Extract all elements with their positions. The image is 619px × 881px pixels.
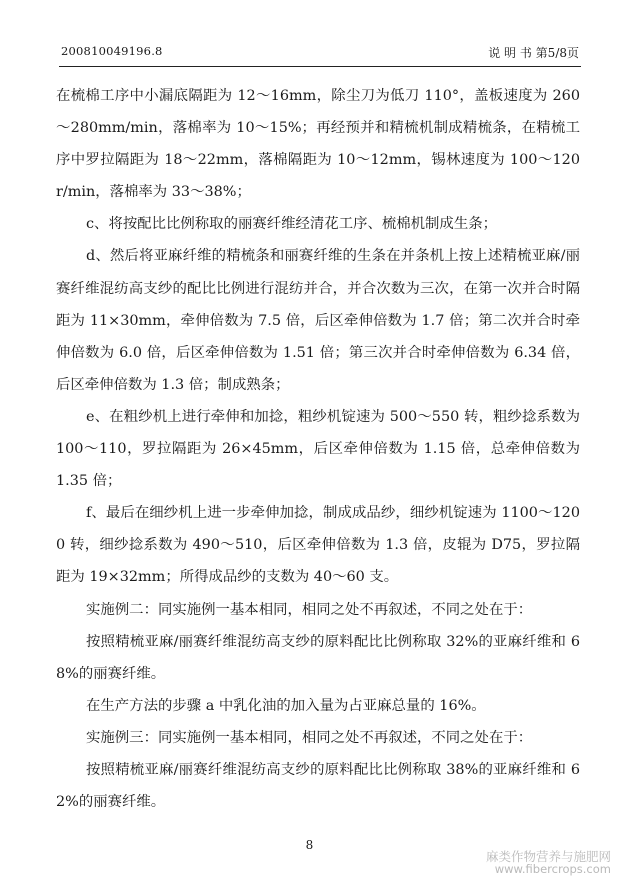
site-watermark xyxy=(486,850,611,876)
document-body xyxy=(56,80,580,818)
watermark-text: 麻类作物营养与施肥网 xyxy=(485,849,611,864)
patent-number: 200810049196.8 xyxy=(61,44,163,58)
paragraph-example-2-ratio: 按照精梳亚麻/丽赛纤维混纺高支纱的原料配比比例称取 32%的亚麻纤维和 68%的丽赛纤维。 xyxy=(56,633,580,682)
paragraph-example-3-ratio: 按照精梳亚麻/丽赛纤维混纺高支纱的原料配比比例称取 38%的亚麻纤维和 62%的丽赛纤维。 xyxy=(56,761,580,811)
page-number: 8 xyxy=(305,838,314,852)
paragraph-example-2-oil: 在生产方法的步骤 a 中乳化油的加入量为占亚麻总量的 16%。 xyxy=(86,697,486,714)
paragraph-step-d: d、然后将亚麻纤维的精梳条和丽赛纤维的生条在并条机上按上述精梳亚麻/丽赛纤维混纺高支纱的配比比例进行混纺并合，并合次数为三次，在第一次并合时隔距为 11×30mm，牵伸倍数为 7.5 倍，后区牵伸倍数为 1.7 倍；第二次并合时牵伸倍数为 6.0 倍，后区牵伸倍数为 1.51 倍；第三次并合时牵伸倍数为 6.34 倍，后区牵伸倍数为 1.3 倍；制成熟条； xyxy=(56,248,580,393)
paragraph-step-c: c、将按配比比例称取的丽赛纤维经清花工序、梳棉机制成生条； xyxy=(86,216,497,233)
paragraph-carding: 在梳棉工序中小漏底隔距为 12～16mm，除尘刀为低刀 110°，盖板速度为 260～280mm/min，落棉率为 10～15%；再经预并和精梳机制成精梳条，在精梳工序中罗拉隔距为 18～22mm，落棉隔距为 10～12mm，锡林速度为 100～120r/min，落棉率为 33～38%； xyxy=(56,88,580,201)
header-divider xyxy=(59,66,581,67)
paragraph-step-f: f、最后在细纱机上进一步牵伸加捻，制成成品纱，细纱机锭速为 1100～1200 转，细纱捻系数为 490～510，后区牵伸倍数为 1.3 倍，皮辊为 D75，罗拉隔距为 19×32mm；所得成品纱的支数为 40～60 支。 xyxy=(56,505,580,586)
paragraph-example-2-intro: 实施例二：同实施例一基本相同，相同之处不再叙述，不同之处在于： xyxy=(86,601,533,618)
header-title-page: 说 明 书 第5/8页 xyxy=(488,46,579,60)
paragraph-example-3-intro: 实施例三：同实施例一基本相同，相同之处不再叙述，不同之处在于： xyxy=(86,729,533,746)
paragraph-step-e: e、在粗纱机上进行牵伸和加捻，粗纱机锭速为 500～550 转，粗纱捻系数为 100～110，罗拉隔距为 26×45mm，后区牵伸倍数为 1.15 倍，总牵伸倍数为 1.35 倍； xyxy=(56,408,580,490)
watermark-url: www.fibercrops.com xyxy=(494,862,611,876)
